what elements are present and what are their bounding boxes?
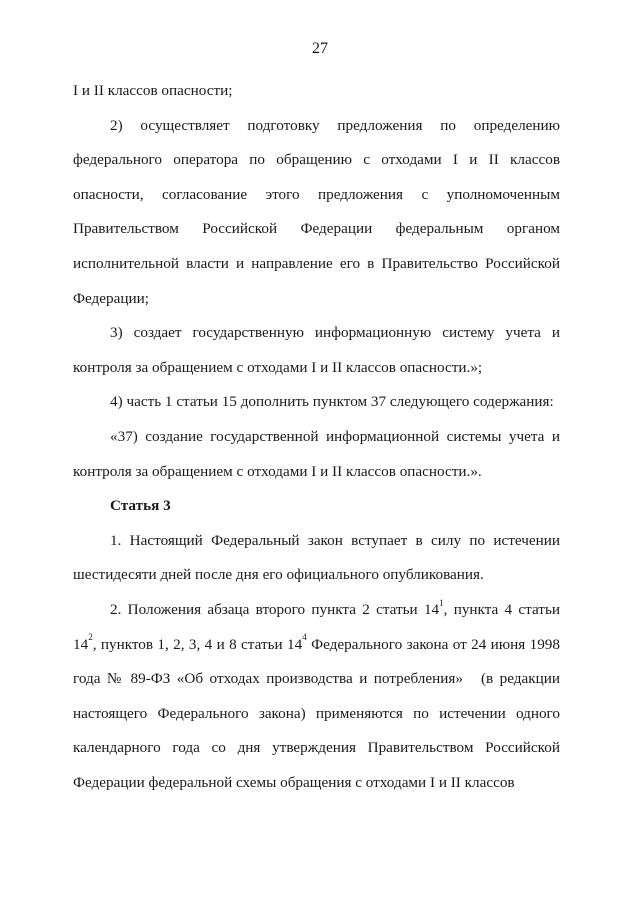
part2-text-a: 2. Положения абзаца второго пункта 2 статьи 14 [110, 600, 440, 618]
superscript-2: 2 [88, 632, 93, 643]
paragraph-item-4: 4) часть 1 статьи 15 дополнить пунктом 37 следующего содержания: [110, 393, 554, 411]
superscript-4: 4 [302, 632, 307, 643]
article-heading: Статья 3 [110, 497, 171, 515]
part2-text-c: , пунктов 1, 2, 3, 4 и 8 статьи 14 [92, 635, 303, 653]
paragraph-continuation: I и II классов опасности; [73, 82, 233, 99]
article-3-part-2 [73, 593, 560, 801]
page-number: 27 [312, 40, 328, 57]
superscript-1: 1 [439, 597, 444, 608]
paragraph-item-3: 3) создает государственную информационную систему учета и контроля за обращением с отходами I и II классов опасности.»; [73, 324, 560, 376]
paragraph-item-37: «37) создание государственной информационной системы учета и контроля за обращением с отходами I и II классов опасности.». [73, 427, 560, 480]
article-3-part-1: 1. Настоящий Федеральный закон вступает в силу по истечении шестидесяти дней после дня его официального опубликования. [73, 531, 560, 584]
part2-text-d: Федерального закона от 24 июня 1998 года № 89-ФЗ «Об отходах производства и потребления» [73, 635, 560, 688]
part2-text-e: (в редакции настоящего Федерального закона) применяются по истечении одного календарного года со дня утверждения Правительством Российской Федерации федеральной схемы обращения с отходами I и II классов [73, 670, 560, 791]
document-body [73, 74, 560, 800]
paragraph-item-2: 2) осуществляет подготовку предложения по определению федерального оператора по обращению с отходами I и II классов опасности, согласование этого предложения с уполномоченным Правительством Российской Федерации федеральным органом исполнительной власти и направление его в Правительство Российской Федерации; [73, 116, 560, 307]
part2-text-b: , пункта 4 статьи 14 [73, 600, 560, 653]
